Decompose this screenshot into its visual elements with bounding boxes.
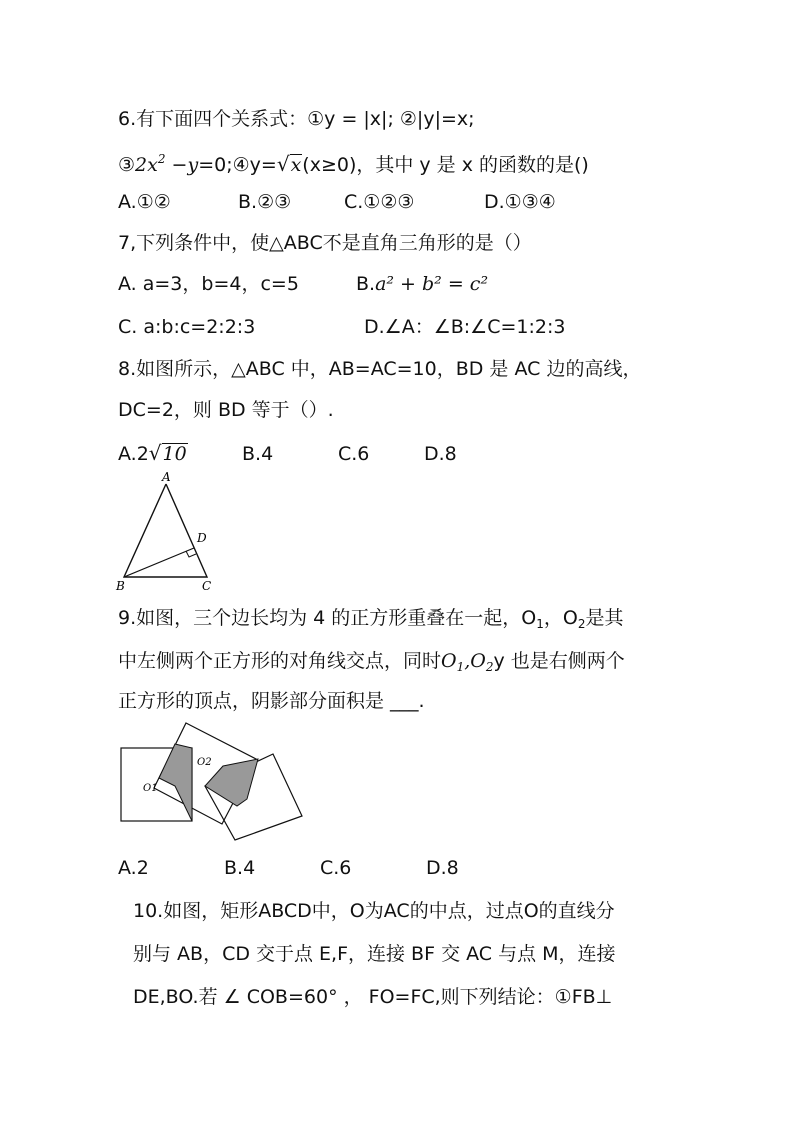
triangle-abc xyxy=(124,484,207,577)
q6-sqrt-arg: x xyxy=(290,154,302,176)
q10-line2: 别与 AB，CD 交于点 E,F，连接 BF 交 AC 与点 M，连接 xyxy=(133,943,616,965)
q9-math-sub2: 2 xyxy=(485,660,494,674)
q8-option-a-label: A.2 xyxy=(118,443,149,465)
q9-line3: 正方形的顶点，阴影部分面积是 ___. xyxy=(118,690,425,712)
q9-line1-post: 是其 xyxy=(585,607,624,629)
q9-math-o2: ,O xyxy=(464,650,486,672)
q9-options xyxy=(118,855,459,881)
q6-option-b: B.②③ xyxy=(238,191,292,213)
q8-options xyxy=(118,440,457,467)
q8-line1: 8.如图所示，△ABC 中，AB=AC=10，BD 是 AC 边的高线， xyxy=(118,358,642,380)
label-d: D xyxy=(197,531,207,545)
q7-option-b-expr: a² + b² = c² xyxy=(375,273,489,295)
label-a: A xyxy=(162,470,171,484)
q6-option-a: A.①② xyxy=(118,191,171,213)
q6-expr2: −y xyxy=(165,154,199,176)
q9-option-c: C.6 xyxy=(320,857,352,879)
q9-line2 xyxy=(118,648,625,680)
q6-exp: 2 xyxy=(157,152,166,166)
q10-line3: DE,BO.若 ∠ COB=60° ， FO=FC,则下列结论：①FB⊥ xyxy=(133,986,613,1008)
q7-option-b-label: B. xyxy=(356,273,376,295)
q9-math-o1: O xyxy=(441,650,457,672)
shaded-region-right xyxy=(205,759,258,806)
q7-option-d: D.∠A：∠B:∠C=1:2:3 xyxy=(364,316,566,338)
q7-options-cd xyxy=(118,314,565,340)
q9-line2-pre: 中左侧两个正方形的对角线交点，同时 xyxy=(118,650,442,672)
q9-option-b: B.4 xyxy=(224,857,256,879)
q6-option-c: C.①②③ xyxy=(344,191,415,213)
q6-options xyxy=(118,189,556,215)
q6-expr1: 2x xyxy=(135,154,158,176)
label-b: B xyxy=(116,579,125,593)
q9-option-a: A.2 xyxy=(118,857,149,879)
label-c: C xyxy=(202,579,212,593)
q6-line1: 6.有下面四个关系式：①y = |x|; ②|y|=x; xyxy=(118,108,475,130)
q8-option-b: B.4 xyxy=(242,443,274,465)
q7-line1: 7,下列条件中，使△ABC不是直角三角形的是（） xyxy=(118,232,532,254)
label-o1: O1 xyxy=(143,783,158,794)
q8-line2: DC=2，则 BD 等于（）. xyxy=(118,399,334,421)
q9-sub1: 1 xyxy=(536,617,544,631)
label-o2: O2 xyxy=(197,757,212,768)
q10-line1: 10.如图，矩形ABCD中，O为AC的中点，过点O的直线分 xyxy=(133,900,615,922)
q9-line1-pre: 9.如图，三个边长均为 4 的正方形重叠在一起，O xyxy=(118,607,537,629)
q9-line2-post: y 也是右侧两个 xyxy=(493,650,625,672)
q8-option-a xyxy=(118,440,242,467)
q8-option-a-sqrt: 10 xyxy=(162,443,187,465)
q7-option-a: A. a=3，b=4，c=5 xyxy=(118,273,299,295)
q9-math-sub1: 1 xyxy=(456,660,465,674)
q7-option-c: C. a:b:c=2:2:3 xyxy=(118,316,256,338)
q8-option-d: D.8 xyxy=(424,443,457,465)
q9-option-d: D.8 xyxy=(426,857,459,879)
squares-figure xyxy=(112,718,312,846)
q7-options-ab xyxy=(118,271,488,297)
q6-line2-prefix: ③ xyxy=(118,154,136,176)
triangle-figure xyxy=(112,470,222,595)
q6-mid: =0;④y= xyxy=(198,154,277,176)
q9-line1-mid: ，O xyxy=(543,607,578,629)
q6-suffix: (x≥0)，其中 y 是 x 的函数的是() xyxy=(302,154,589,176)
q6-line2 xyxy=(118,146,589,178)
q8-option-c: C.6 xyxy=(338,443,370,465)
q9-sub2: 2 xyxy=(577,617,586,631)
sqrt-icon: √ xyxy=(148,441,162,465)
sqrt-icon: √ xyxy=(276,152,290,176)
q9-line1 xyxy=(118,605,624,637)
right-angle-mark xyxy=(186,551,196,557)
q6-option-d: D.①③④ xyxy=(484,191,556,213)
